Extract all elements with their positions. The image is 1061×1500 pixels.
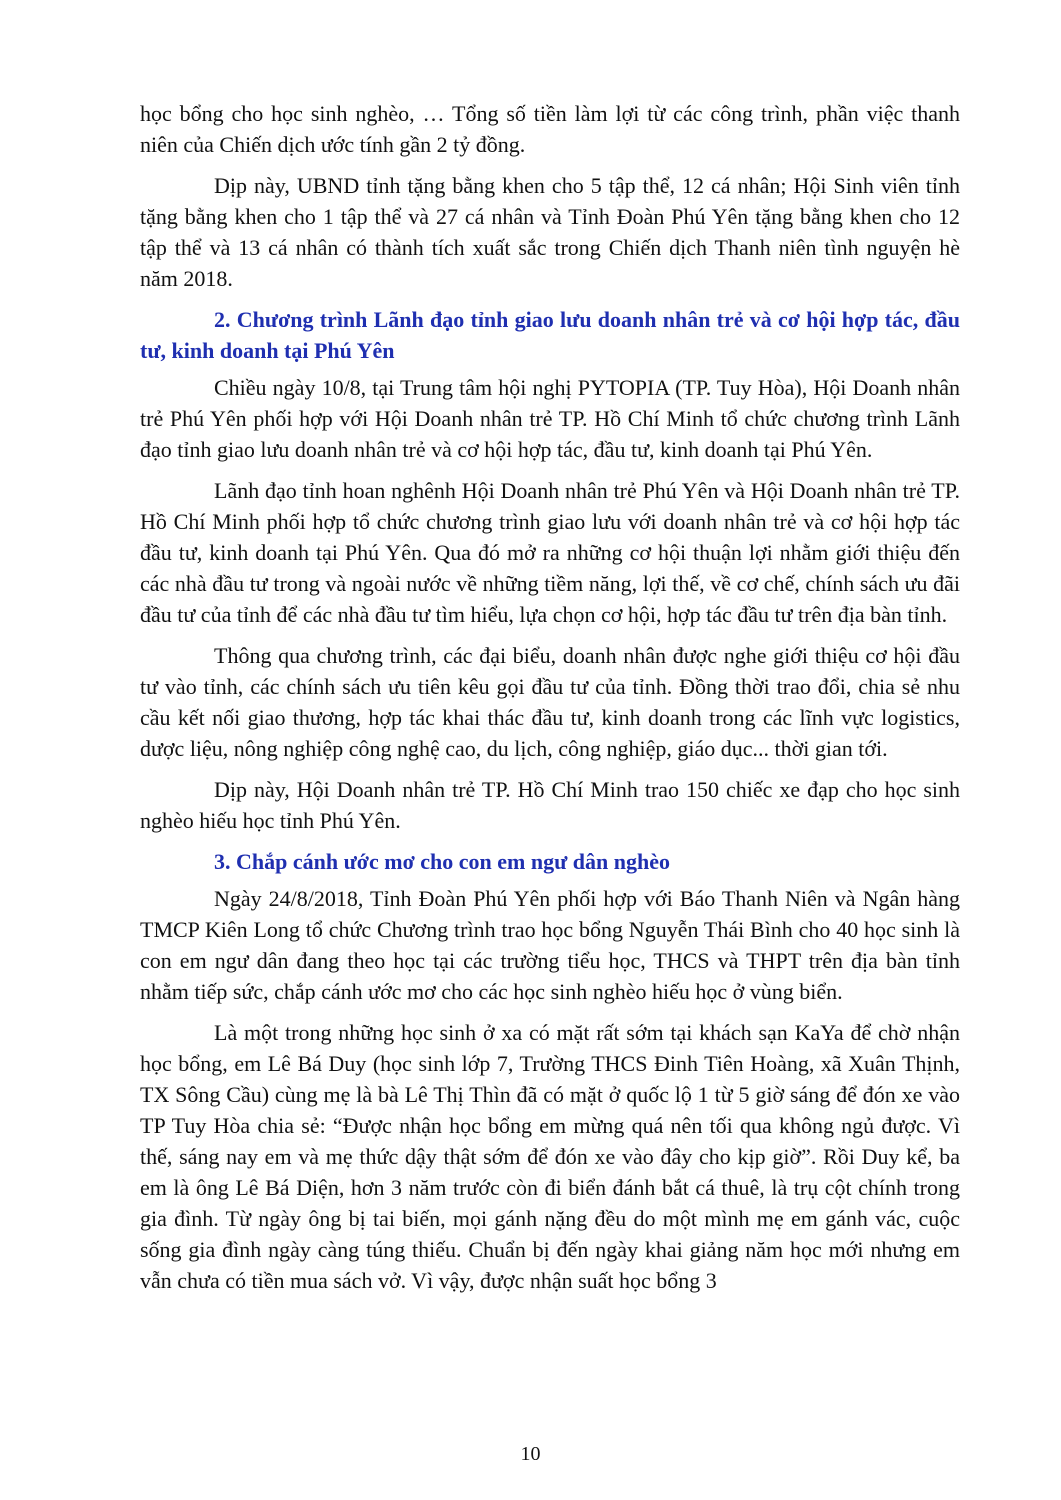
paragraph-7: Ngày 24/8/2018, Tỉnh Đoàn Phú Yên phối hợp với Báo Thanh Niên và Ngân hàng TMCP Kiên Long tổ chức Chương trình trao học bổng Nguyễn Thái Bình cho 40 học sinh là con em ngư dân đang theo học tại các trường tiểu học, THCS và THPT trên địa bàn tỉnh nhằm tiếp sức, chắp cánh ước mơ cho các học sinh nghèo hiếu học ở vùng biển. [140, 886, 960, 1004]
paragraph-4: Lãnh đạo tỉnh hoan nghênh Hội Doanh nhân trẻ Phú Yên và Hội Doanh nhân trẻ TP. Hồ Chí Minh phối hợp tổ chức chương trình giao lưu với doanh nhân trẻ và cơ hội hợp tác đầu tư, kinh doanh tại Phú Yên. Qua đó mở ra những cơ hội thuận lợi nhằm giới thiệu đến các nhà đầu tư trong và ngoài nước về những tiềm năng, lợi thế, về cơ chế, chính sách ưu đãi đầu tư của tỉnh để các nhà đầu tư tìm hiểu, lựa chọn cơ hội, hợp tác đầu tư trên địa bàn tỉnh. [140, 478, 960, 627]
paragraph-2: Dịp này, UBND tỉnh tặng bằng khen cho 5 tập thể, 12 cá nhân; Hội Sinh viên tỉnh tặng bằng khen cho 1 tập thể và 27 cá nhân và Tỉnh Đoàn Phú Yên tặng bằng khen cho 12 tập thể và 13 cá nhân có thành tích xuất sắc trong Chiến dịch Thanh niên tình nguyện hè năm 2018. [140, 173, 960, 291]
document-page [140, 98, 960, 1306]
paragraph-3: Chiều ngày 10/8, tại Trung tâm hội nghị PYTOPIA (TP. Tuy Hòa), Hội Doanh nhân trẻ Phú Yên phối hợp với Hội Doanh nhân trẻ TP. Hồ Chí Minh tổ chức chương trình Lãnh đạo tỉnh giao lưu doanh nhân trẻ và cơ hội hợp tác, đầu tư, kinh doanh tại Phú Yên. [140, 375, 960, 462]
paragraph-6: Dịp này, Hội Doanh nhân trẻ TP. Hồ Chí Minh trao 150 chiếc xe đạp cho học sinh nghèo hiếu học tỉnh Phú Yên. [140, 777, 960, 833]
paragraph-5: Thông qua chương trình, các đại biểu, doanh nhân được nghe giới thiệu cơ hội đầu tư vào tỉnh, các chính sách ưu tiên kêu gọi đầu tư của tỉnh. Đồng thời trao đổi, chia sẻ nhu cầu kết nối giao thương, hợp tác khai thác đầu tư, kinh doanh trong các lĩnh vực logistics, dược liệu, nông nghiệp công nghệ cao, du lịch, công nghiệp, giáo dục... thời gian tới. [140, 643, 960, 761]
section-heading-2: 2. Chương trình Lãnh đạo tỉnh giao lưu doanh nhân trẻ và cơ hội hợp tác, đầu tư, kinh doanh tại Phú Yên [140, 307, 960, 363]
paragraph-8: Là một trong những học sinh ở xa có mặt rất sớm tại khách sạn KaYa để chờ nhận học bổng, em Lê Bá Duy (học sinh lớp 7, Trường THCS Đinh Tiên Hoàng, xã Xuân Thịnh, TX Sông Cầu) cùng mẹ là bà Lê Thị Thìn đã có mặt ở quốc lộ 1 từ 5 giờ sáng để đón xe vào TP Tuy Hòa chia sẻ: “Được nhận học bổng em mừng quá nên tối qua không ngủ được. Vì thế, sáng nay em và mẹ thức dậy thật sớm để đón xe vào đây cho kịp giờ”. Rồi Duy kể, ba em là ông Lê Bá Diện, hơn 3 năm trước còn đi biển đánh bắt cá thuê, là trụ cột chính trong gia đình. Từ ngày ông bị tai biến, mọi gánh nặng đều do một mình mẹ em gánh vác, cuộc sống gia đình ngày càng túng thiếu. Chuẩn bị đến ngày khai giảng năm học mới nhưng em vẫn chưa có tiền mua sách vở. Vì vậy, được nhận suất học bổng 3 [140, 1020, 960, 1293]
section-heading-3: 3. Chắp cánh ước mơ cho con em ngư dân nghèo [214, 849, 670, 874]
paragraph-1: học bổng cho học sinh nghèo, … Tổng số tiền làm lợi từ các công trình, phần việc thanh niên của Chiến dịch ước tính gần 2 tỷ đồng. [140, 101, 960, 157]
page-number: 10 [520, 1443, 541, 1465]
